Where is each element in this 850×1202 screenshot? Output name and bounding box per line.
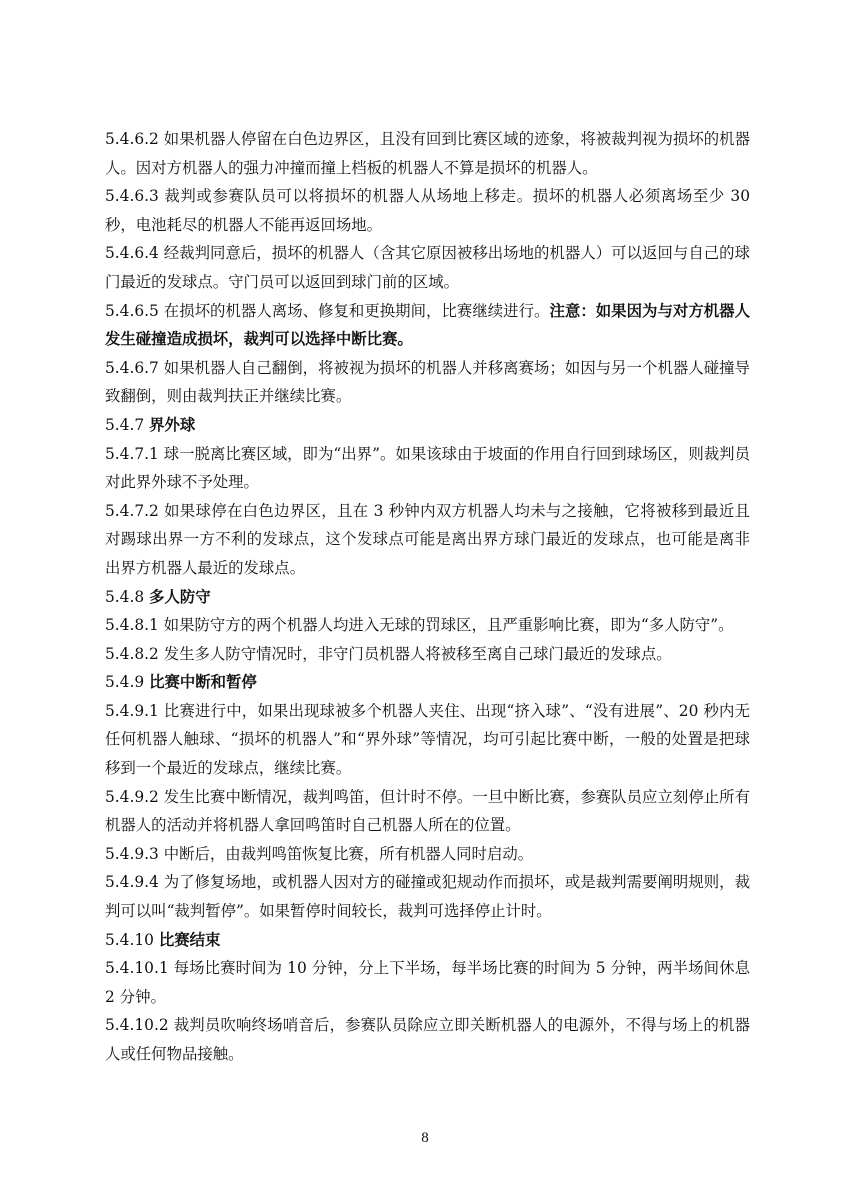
paragraph-5-4-6-5-text: 5.4.6.5 在损坏的机器人离场、修复和更换期间，比赛继续进行。 [105, 301, 550, 320]
paragraph-5-4-6-5 [105, 297, 750, 354]
section-number: 5.4.7 [105, 415, 145, 434]
paragraph-5-4-9-1: 5.4.9.1 比赛进行中，如果出现球被多个机器人夹住、出现“挤入球”、“没有进展”、20 秒内无任何机器人触球、“损坏的机器人”和“界外球”等情况，均可引起比赛中断，一般的处置是把球移到一个最近的发球点，继续比赛。 [105, 701, 750, 778]
paragraph-5-4-8-2: 5.4.8.2 发生多人防守情况时，非守门员机器人将被移至离自己球门最近的发球点。 [105, 644, 672, 663]
document-body [105, 125, 750, 1069]
paragraph-5-4-6-5-note: 注意：如果因为与对方机器人发生碰撞造成损坏，裁判可以选择中断比赛。 [105, 301, 750, 349]
section-title: 比赛中断和暂停 [149, 673, 257, 692]
paragraph-5-4-10-2: 5.4.10.2 裁判员吹响终场哨音后，参赛队员除应立即关断机器人的电源外，不得与场上的机器人或任何物品接触。 [105, 1016, 750, 1063]
section-number: 5.4.8 [105, 587, 145, 606]
paragraph-5-4-6-2: 5.4.6.2 如果机器人停留在白色边界区，且没有回到比赛区域的迹象，将被裁判视为损坏的机器人。因对方机器人的强力冲撞而撞上档板的机器人不算是损坏的机器人。 [105, 130, 750, 177]
section-number: 5.4.9 [105, 673, 145, 692]
paragraph-5-4-7-2: 5.4.7.2 如果球停在白色边界区，且在 3 秒钟内双方机器人均未与之接触，它将被移到最近且对踢球出界一方不利的发球点，这个发球点可能是离出界方球门最近的发球点，也可能是离非出界方机器人最近的发球点。 [105, 501, 750, 577]
section-heading-5-4-7 [105, 411, 750, 440]
paragraph-5-4-7-1: 5.4.7.1 球一脱离比赛区域，即为“出界”。如果该球由于坡面的作用自行回到球场区，则裁判员对此界外球不予处理。 [105, 444, 750, 492]
page-number: 8 [421, 1130, 429, 1146]
section-title: 界外球 [149, 415, 196, 434]
paragraph-5-4-10-1: 5.4.10.1 每场比赛时间为 10 分钟，分上下半场，每半场比赛的时间为 5 分钟，两半场间休息 2 分钟。 [105, 959, 750, 1006]
paragraph-5-4-9-3: 5.4.9.3 中断后，由裁判鸣笛恢复比赛，所有机器人同时启动。 [105, 844, 534, 863]
section-title: 多人防守 [149, 587, 211, 606]
section-heading-5-4-8 [105, 583, 750, 612]
section-number: 5.4.10 [105, 930, 154, 949]
paragraph-5-4-8-1: 5.4.8.1 如果防守方的两个机器人均进入无球的罚球区，且严重影响比赛，即为“多人防守”。 [105, 616, 734, 635]
paragraph-5-4-6-3: 5.4.6.3 裁判或参赛队员可以将损坏的机器人从场地上移走。损坏的机器人必须离场至少 30 秒，电池耗尽的机器人不能再返回场地。 [105, 187, 750, 234]
paragraph-5-4-6-7: 5.4.6.7 如果机器人自己翻倒，将被视为损坏的机器人并移离赛场；如因与另一个机器人碰撞导致翻倒，则由裁判扶正并继续比赛。 [105, 358, 750, 406]
paragraph-5-4-9-4: 5.4.9.4 为了修复场地，或机器人因对方的碰撞或犯规动作而损坏，或是裁判需要阐明规则，裁判可以叫“裁判暂停”。如果暂停时间较长，裁判可选择停止计时。 [105, 873, 750, 921]
paragraph-5-4-6-4: 5.4.6.4 经裁判同意后，损坏的机器人（含其它原因被移出场地的机器人）可以返回与自己的球门最近的发球点。守门员可以返回到球门前的区域。 [105, 244, 750, 291]
section-heading-5-4-9 [105, 668, 750, 697]
section-title: 比赛结束 [158, 930, 221, 949]
section-heading-5-4-10 [105, 926, 750, 955]
paragraph-5-4-9-2: 5.4.9.2 发生比赛中断情况，裁判鸣笛，但计时不停。一旦中断比赛，参赛队员应立刻停止所有机器人的活动并将机器人拿回鸣笛时自己机器人所在的位置。 [105, 787, 750, 835]
